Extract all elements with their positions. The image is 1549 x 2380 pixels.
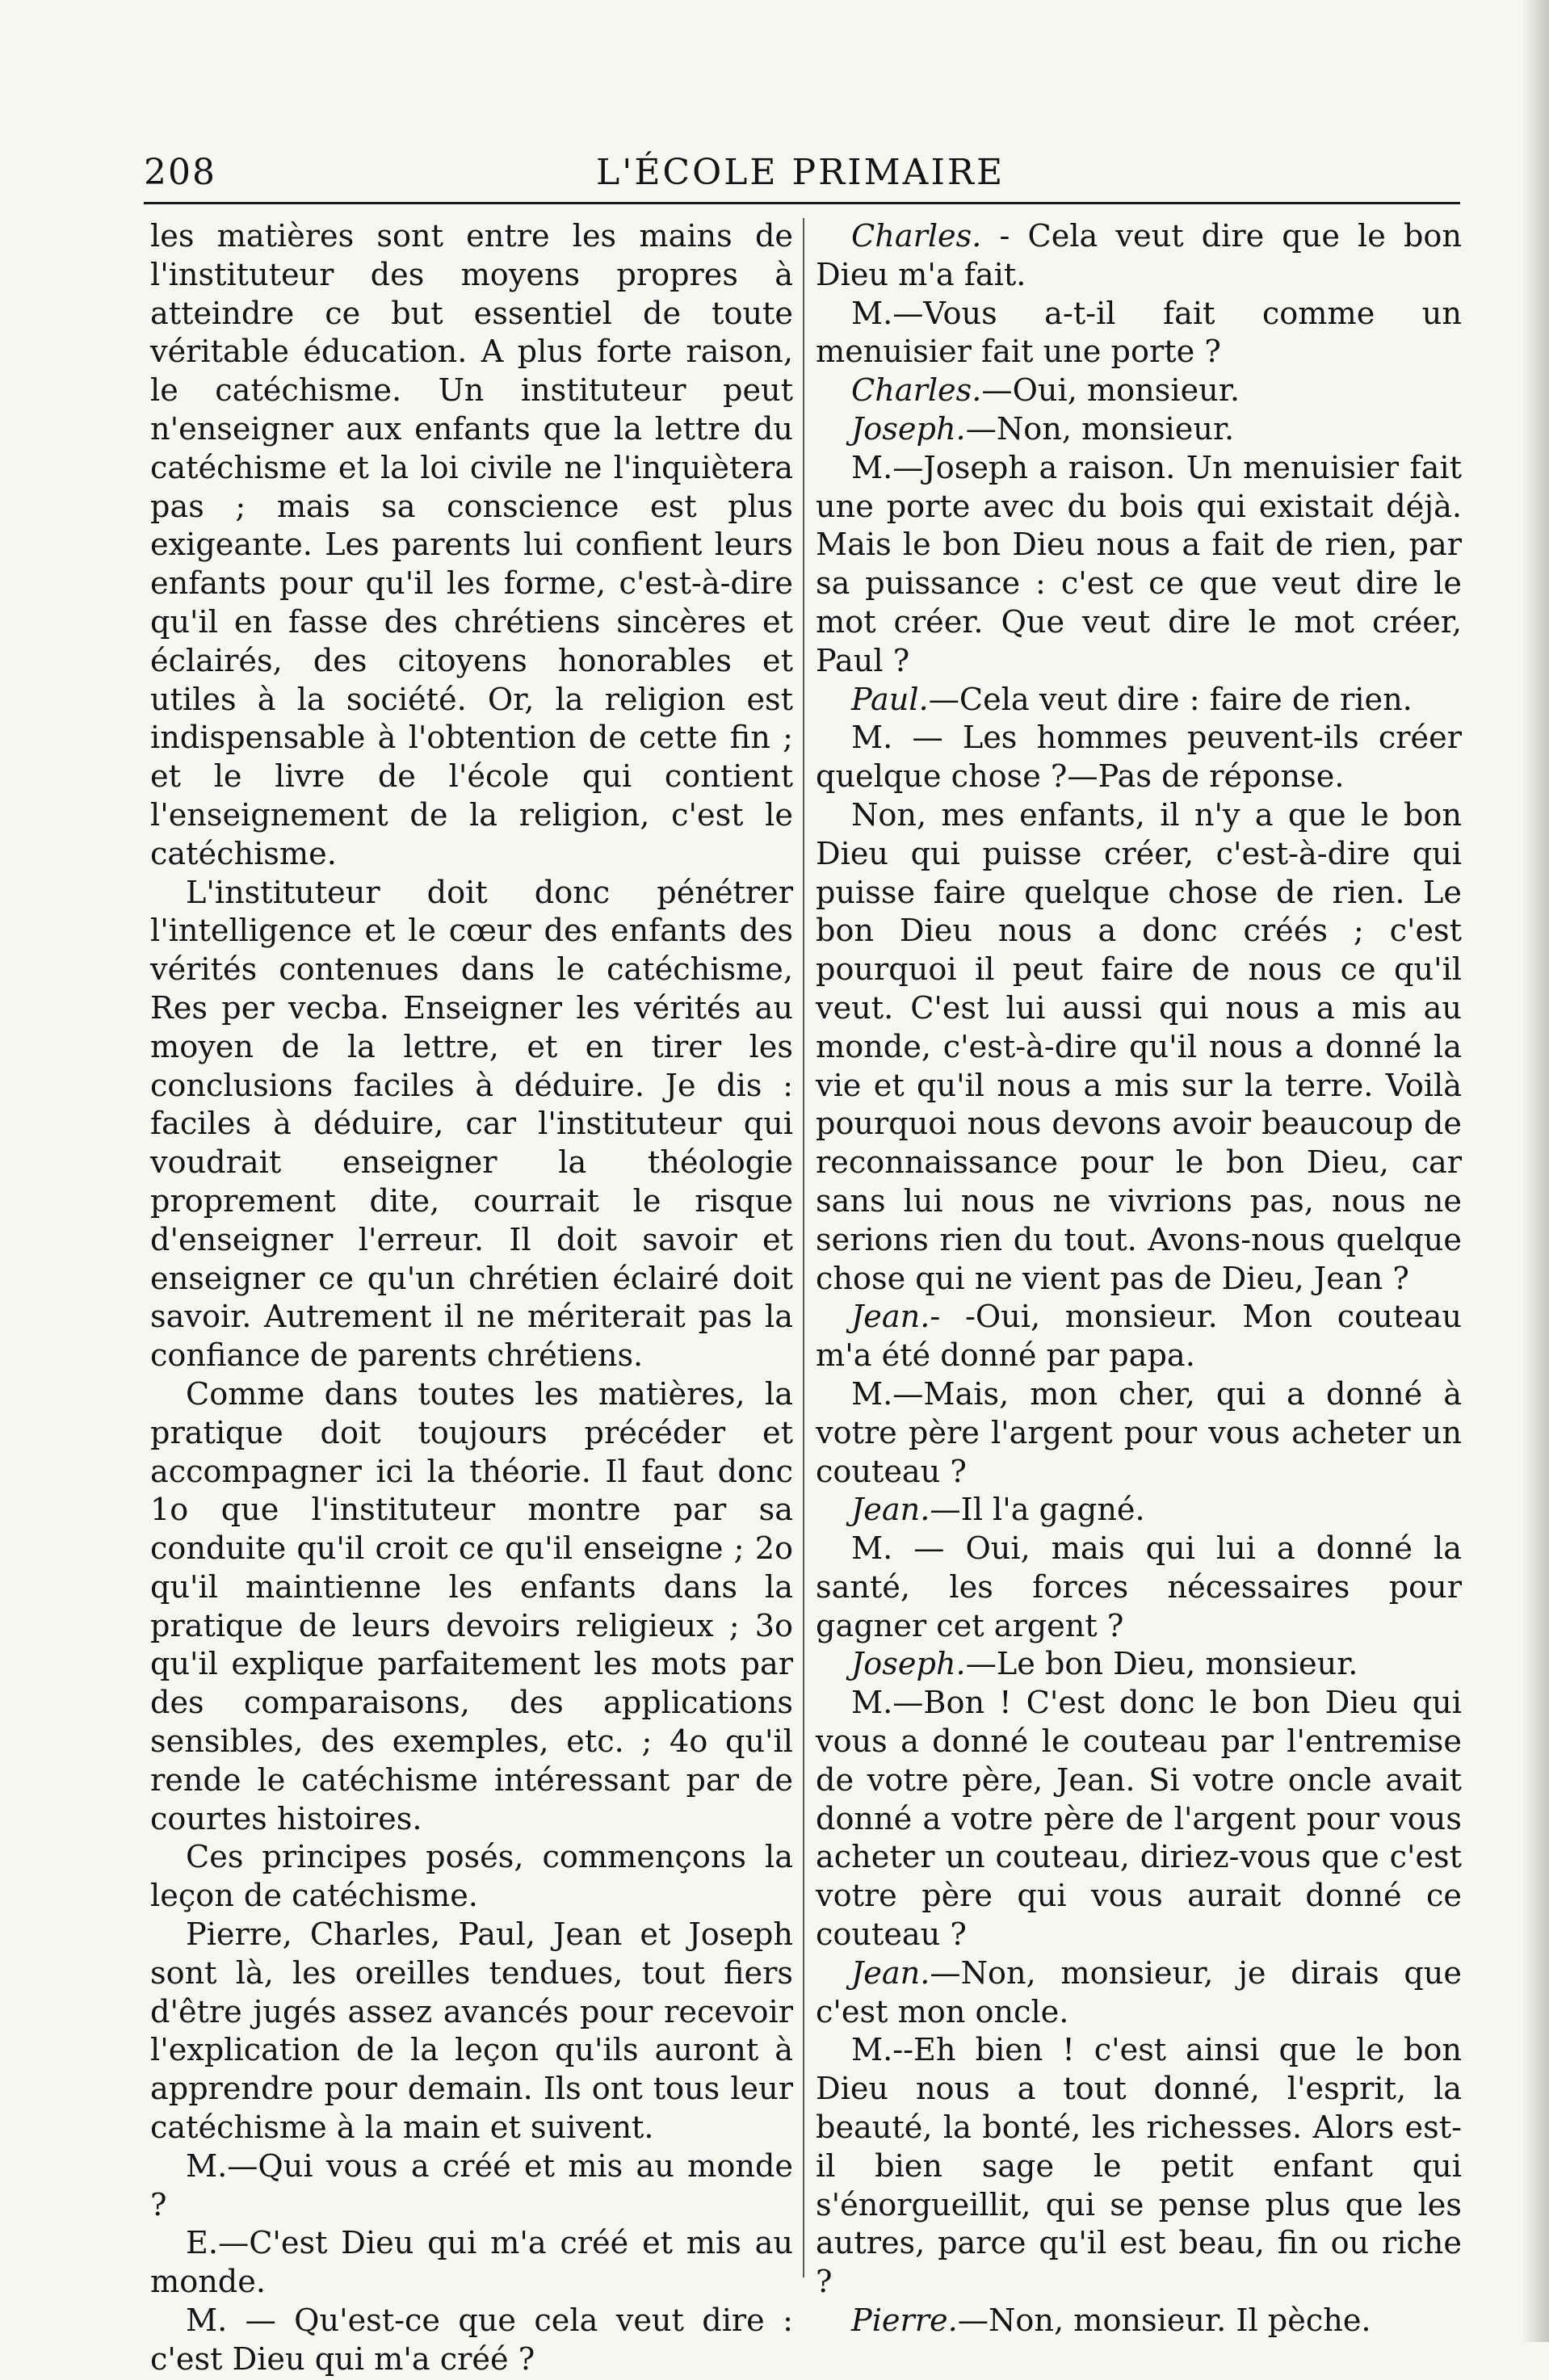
dialogue-line [816, 1685, 1462, 1955]
dialogue-line [816, 1492, 1462, 1530]
dialogue-line: M.—Qui vous a créé et mis au monde ? [150, 2148, 793, 2223]
dialogue-line [816, 296, 1462, 373]
dialogue-text: Non, mes enfants, il n'y a que le bon Dieu qui puisse créer, c'est-à-dire qui puisse faire quelque chose de rien. Le bon Dieu nous a donc créés ; c'est pourquoi il peut faire de nous ce qu'il veut. C'est lui aussi qui nous a mis au monde, c'est-à-dire qu'il nous a donné la vie et qu'il nous a mis sur la terre. Voilà pourquoi nous devons avoir beaucoup de reconnaissance pour le bon Dieu, car sans lui nous ne vivrions pas, nous ne serions rien du tout. Avons-nous quelque chose qui ne vient pas de Dieu, Jean ? [816, 797, 1462, 1297]
paragraph: Ces principes posés, commençons la leçon de catéchisme. [150, 1840, 793, 1915]
dialogue-text: —Non, monsieur. Il pèche. [957, 2303, 1371, 2340]
dialogue-text: M. — Les hommes peuvent-ils créer quelque chose ?—Pas de réponse. [816, 720, 1462, 795]
dialogue-text: —Non, monsieur, je dirais que c'est mon oncle. [816, 1955, 1462, 2030]
dialogue-line [816, 1646, 1462, 1685]
speaker-name: Pierre. [851, 2303, 958, 2340]
page-edge-shadow [1522, 0, 1549, 2342]
speaker-name: Charles. [851, 219, 982, 254]
dialogue-line: M. — Qu'est-ce que cela veut dire : c'est Dieu qui m'a créé ? [150, 2303, 793, 2378]
dialogue-text: —Il l'a gagné. [930, 1492, 1145, 1529]
speaker-name: Jean. [851, 1955, 930, 1992]
dialogue-line [816, 450, 1462, 682]
speaker-name: Joseph. [851, 1647, 966, 1683]
dialogue-line [816, 720, 1462, 797]
paragraph: L'instituteur doit donc pénétrer l'intelligence et le cœur des enfants des vérités contenues dans le catéchisme, Res per vecba. Enseigner les vérités au moyen de la lettre, et en tirer les conclusions faciles à déduire. Je dis : faciles à déduire, car l'instituteur qui voudrait enseigner la théologie proprement dite, courrait le risque d'enseigner l'erreur. Il doit savoir et enseigner ce qu'un chrétien éclairé doit savoir. Autrement il ne mériterait pas la confiance de parents chrétiens. [150, 875, 793, 1375]
column-divider [803, 218, 804, 2277]
left-column [150, 218, 793, 2380]
paragraph: Pierre, Charles, Paul, Jean et Joseph sont là, les oreilles tendues, tout fiers d'être jugés assez avancés pour recevoir l'explication de la leçon qu'ils auront à apprendre pour demain. Ils ont tous leur catéchisme à la main et suivent. [150, 1917, 793, 2147]
dialogue-text: M.—Vous a-t-il fait comme un menuisier fait une porte ? [816, 296, 1462, 371]
dialogue-text: M.—Mais, mon cher, qui a donné à votre père l'argent pour vous acheter un couteau ? [816, 1376, 1462, 1490]
speaker-name: Charles. [851, 373, 982, 409]
header-rule [144, 202, 1460, 204]
dialogue-line [816, 1955, 1462, 2033]
dialogue-text: M.—Bon ! C'est donc le bon Dieu qui vous a donné le couteau par l'entremise de votre père, Jean. Si votre oncle avait donné a votre père de l'argent pour vous acheter un couteau, diriez-vous que c'est votre père qui vous aurait donné ce couteau ? [816, 1685, 1462, 1954]
dialogue-text: —Cela veut dire : faire de rien. [928, 682, 1413, 718]
speaker-name: Paul. [851, 682, 929, 718]
dialogue-line [816, 372, 1462, 411]
running-head [144, 152, 1460, 200]
dialogue-text: - Cela veut dire que le bon Dieu m'a fait. [816, 219, 1462, 293]
dialogue-text: M. — Oui, mais qui lui a donné la santé, les forces nécessaires pour gagner cet argent ? [816, 1531, 1462, 1644]
paragraph: les matières sont entre les mains de l'instituteur des moyens propres à atteindre ce but essentiel de toute véritable éducation. A plus forte raison, le catéchisme. Un instituteur peut n'enseigner aux enfants que la lettre du catéchisme et la loi civile ne l'inquiètera pas ; mais sa conscience est plus exigeante. Les parents lui confient leurs enfants pour qu'il les forme, c'est-à-dire qu'il en fasse des chrétiens sincères et éclairés, des citoyens honorables et utiles à la société. Or, la religion est indispensable à l'obtention de cette fin ; et le livre de l'école qui contient l'enseignement de la religion, c'est le catéchisme. [150, 219, 793, 872]
dialogue-line [816, 1376, 1462, 1492]
dialogue-line [816, 797, 1462, 1299]
dialogue-text: —Non, monsieur. [965, 411, 1235, 447]
dialogue-line [816, 1299, 1462, 1376]
dialogue-text: —Le bon Dieu, monsieur. [965, 1647, 1358, 1683]
paragraph: Comme dans toutes les matières, la pratique doit toujours précéder et accompagner ici la théorie. Il faut donc 1o que l'instituteur montre par sa conduite qu'il croit ce qu'il enseigne ; 2o qu'il maintienne les enfants dans la pratique de leurs devoirs religieux ; 3o qu'il explique parfaitement les mots par des comparaisons, des applications sensibles, des exemples, etc. ; 4o qu'il rende le catéchisme intéressant par de courtes histoires. [150, 1376, 793, 1837]
dialogue-line [816, 2032, 1462, 2302]
speaker-name: Jean. [851, 1492, 930, 1529]
page-number: 208 [144, 152, 216, 193]
dialogue-text: M.—Joseph a raison. Un menuisier fait une porte avec du bois qui existait déjà. Mais le bon Dieu nous a fait de rien, par sa puissance : c'est ce que veut dire le mot créer. Que veut dire le mot créer, Paul ? [816, 450, 1462, 679]
speaker-name: Jean. [851, 1299, 930, 1336]
speaker-name: Joseph. [851, 411, 966, 447]
dialogue-line [816, 1530, 1462, 1646]
dialogue-line [816, 218, 1462, 296]
dialogue-line [816, 411, 1462, 450]
journal-title: L'ÉCOLE PRIMAIRE [596, 152, 1005, 193]
dialogue-text: - -Oui, monsieur. Mon couteau m'a été donné par papa. [816, 1299, 1462, 1375]
dialogue-line: E.—C'est Dieu qui m'a créé et mis au monde. [150, 2226, 793, 2301]
dialogue-line [816, 2302, 1462, 2341]
dialogue-text: M.--Eh bien ! c'est ainsi que le bon Dieu nous a tout donné, l'esprit, la beauté, la bonté, les richesses. Alors est-il bien sage le petit enfant qui s'énorgueillit, qui se pense plus que les autres, parce qu'il est beau, fin ou riche ? [816, 2033, 1462, 2301]
dialogue-text: —Oui, monsieur. [981, 373, 1240, 409]
dialogue-line [816, 682, 1462, 720]
right-column [816, 218, 1462, 2341]
